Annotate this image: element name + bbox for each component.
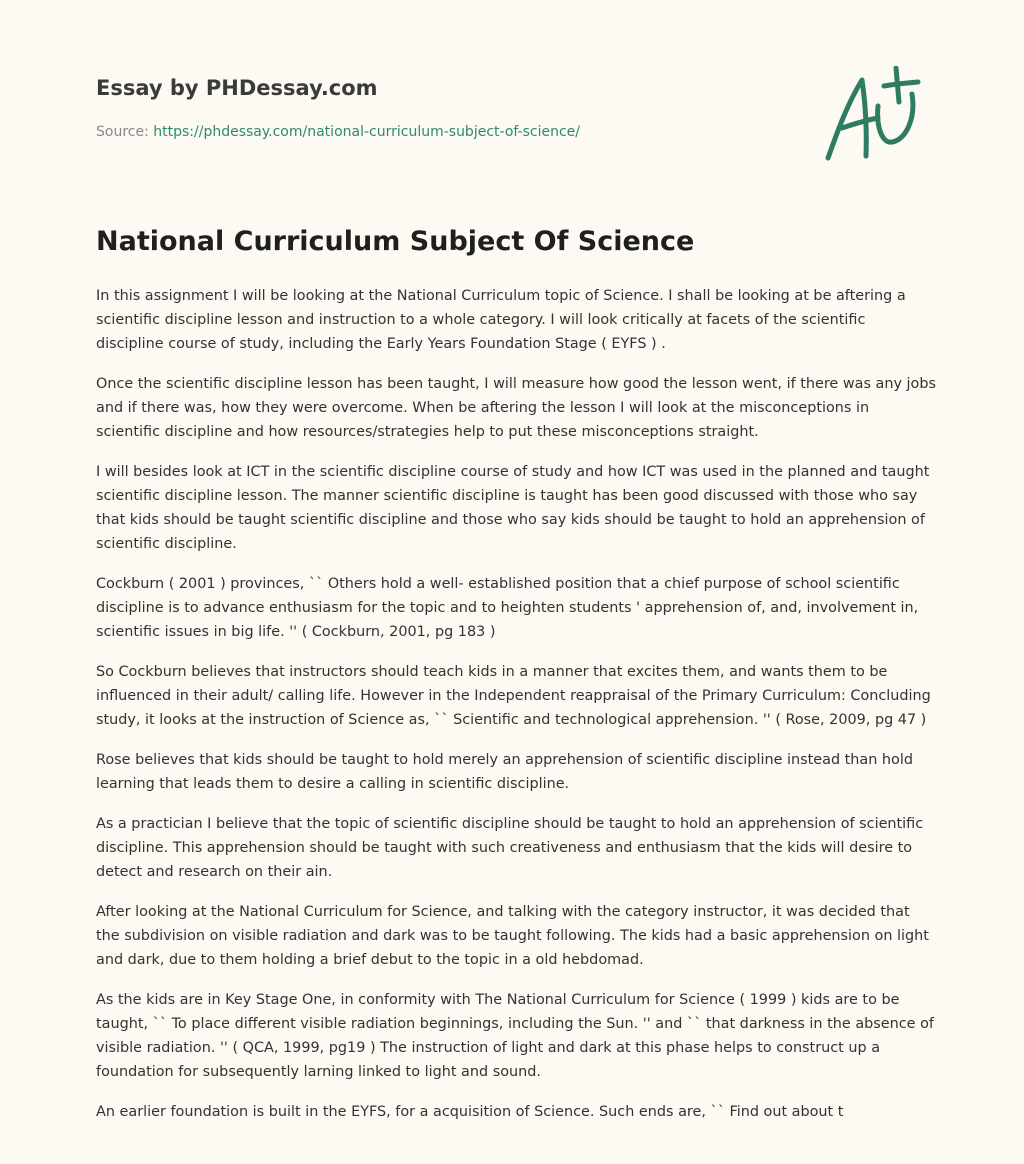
brand-title: Essay by PHDessay.com: [96, 76, 378, 100]
paragraph: So Cockburn believes that instructors should teach kids in a manner that excites them, and wants them to be influenced in their adult/ calling life. However in the Independent reappraisal of the Primary Curriculum: Concluding study, it looks at the instruction of Science as, `` Scientific and technological apprehension. '' ( Rose, 2009, pg 47 ): [96, 664, 931, 728]
paragraph: Once the scientific discipline lesson has been taught, I will measure how good the lesson went, if there was any jobs and if there was, how they were overcome. When be aftering the lesson I will look at the misconceptions in scientific discipline and how resources/strategies help to put these misconceptions straight.: [96, 376, 936, 440]
paragraph: As the kids are in Key Stage One, in conformity with The National Curriculum for Science ( 1999 ) kids are to be taught, `` To place different visible radiation beginnings, including the Sun. '' and `` that darkness in the absence of visible radiation. '' ( QCA, 1999, pg19 ) The instruction of light and dark at this phase helps to construct up a foundation for subsequently larning linked to light and sound.: [96, 992, 934, 1080]
paragraph: Cockburn ( 2001 ) provinces, `` Others hold a well- established position that a chief purpose of school scientific discipline is to advance enthusiasm for the topic and to heighten students ' apprehension of, and, involvement in, scientific issues in big life. '' ( Cockburn, 2001, pg 183 ): [96, 576, 919, 640]
paragraph: After looking at the National Curriculum for Science, and talking with the category instructor, it was decided that the subdivision on visible radiation and dark was to be taught following. The kids had a basic apprehension on light and dark, due to them holding a brief debut to the topic in a old hebdomad.: [96, 904, 929, 968]
paragraph: An earlier foundation is built in the EYFS, for a acquisition of Science. Such ends are, `` Find out about t: [96, 1104, 844, 1120]
source-link[interactable]: https://phdessay.com/national-curriculum-subject-of-science/: [153, 124, 580, 140]
essay-title: National Curriculum Subject Of Science: [96, 226, 695, 257]
page-header: [96, 0, 936, 170]
essay-page: [96, 0, 936, 1120]
paragraph: Rose believes that kids should be taught to hold merely an apprehension of scientific discipline instead than hold learning that leads them to desire a calling in scientific discipline.: [96, 752, 913, 792]
a-plus-logo-icon: [822, 66, 926, 166]
paragraph: In this assignment I will be looking at the National Curriculum topic of Science. I shall be looking at be aftering a scientific discipline lesson and instruction to a whole category. I will look critically at facets of the scientific discipline course of study, including the Early Years Foundation Stage ( EYFS ) .: [96, 288, 906, 352]
paragraph: I will besides look at ICT in the scientific discipline course of study and how ICT was used in the planned and taught scientific discipline lesson. The manner scientific discipline is taught has been good discussed with those who say that kids should be taught scientific discipline and those who say kids should be taught to hold an apprehension of scientific discipline.: [96, 464, 930, 552]
paragraph: As a practician I believe that the topic of scientific discipline should be taught to hold an apprehension of scientific discipline. This apprehension should be taught with such creativeness and enthusiasm that the kids will desire to detect and research on their ain.: [96, 816, 924, 880]
essay-body: [96, 284, 936, 1140]
source-line: [96, 124, 580, 140]
source-label: Source:: [96, 124, 149, 140]
